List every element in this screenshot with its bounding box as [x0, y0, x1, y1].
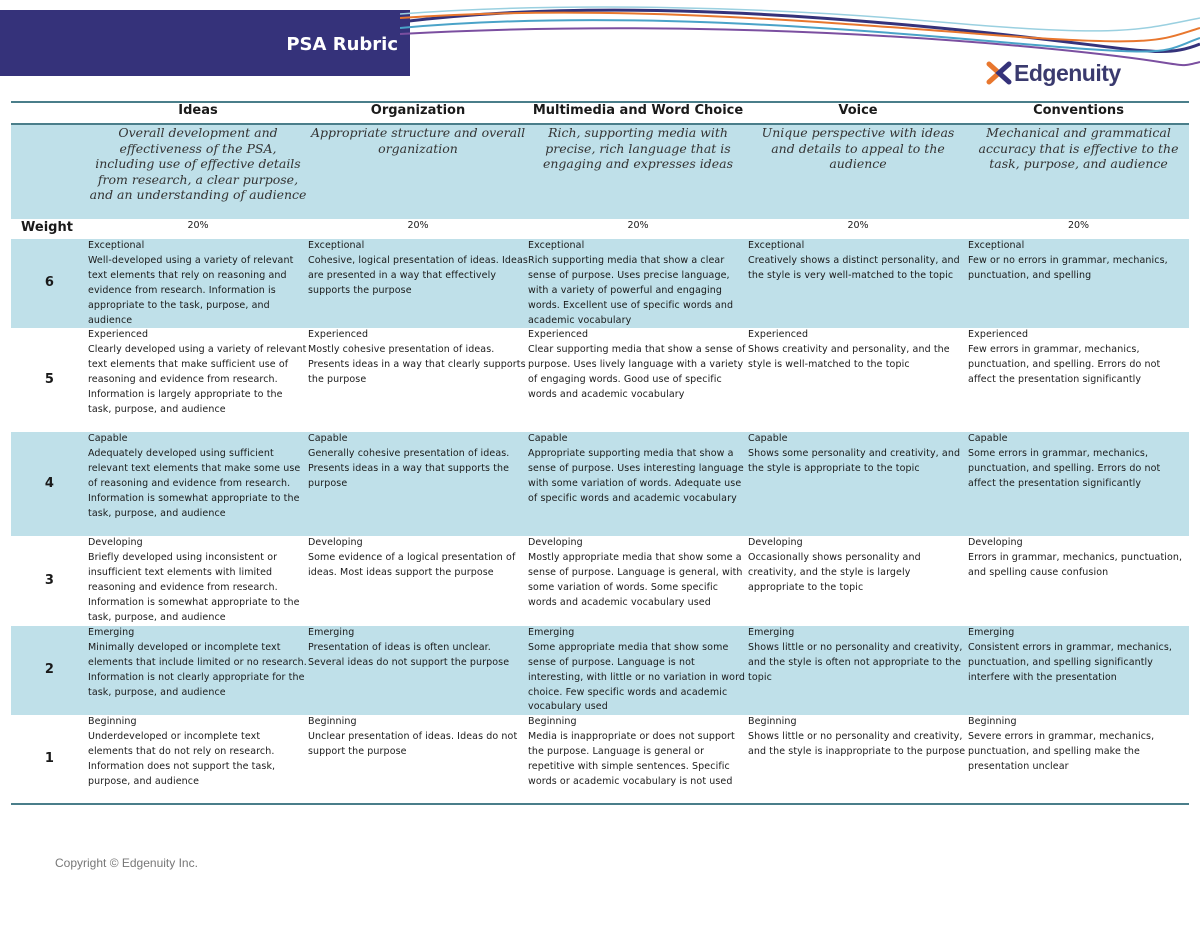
cell-level-title: Emerging — [308, 626, 355, 638]
weight-row — [11, 220, 1189, 240]
cell-level-title: Developing — [968, 537, 1023, 549]
cell-level-title: Capable — [748, 433, 788, 445]
copyright-footer: Copyright © Edgenuity Inc. — [55, 856, 198, 870]
weight-label: Weight — [11, 220, 88, 240]
rubric-cell — [308, 536, 528, 625]
cell-text: Some evidence of a logical presentation of ideas. Most ideas support the purpose — [308, 552, 516, 579]
level-score: 6 — [11, 239, 88, 328]
column-header: Conventions — [968, 102, 1189, 124]
weight-value: 20% — [308, 220, 528, 240]
cell-text: Adequately developed using sufficient relevant text elements that make some use of reasoning and evidence from research. Information is somewhat appropriate to the task, purpose, and audience — [88, 448, 301, 519]
weight-value: 20% — [528, 220, 748, 240]
level-row — [11, 432, 1189, 536]
column-header: Multimedia and Word Choice — [528, 102, 748, 124]
rubric-cell — [748, 328, 968, 432]
cell-level-title: Exceptional — [968, 240, 1025, 251]
cell-level-title: Capable — [88, 433, 128, 445]
cell-level-title: Exceptional — [528, 240, 585, 251]
cell-text: Briefly developed using inconsistent or insufficient text elements with limited reasoning and evidence from research. Information is somewhat appropriate to the task, purpose, and audience — [88, 552, 300, 623]
rubric-cell — [968, 239, 1189, 328]
rubric-cell — [88, 626, 308, 715]
cell-text: Clear supporting media that show a sense of purpose. Uses lively language with a variety of engaging words. Good use of specific words and academic vocabulary — [528, 344, 746, 401]
rubric-cell — [968, 536, 1189, 625]
corner-cell — [11, 102, 88, 124]
column-header-row — [11, 102, 1189, 124]
title-banner — [0, 10, 410, 76]
rubric-cell — [308, 626, 528, 715]
level-score: 1 — [11, 715, 88, 804]
edgenuity-logo — [986, 56, 1121, 90]
cell-text: Some appropriate media that show some sense of purpose. Language is not interesting, with little or no variation in word choice. Few specific words and academic vocabulary used — [528, 641, 746, 713]
cell-level-title: Emerging — [88, 626, 135, 638]
cell-level-title: Developing — [528, 537, 583, 549]
cell-text: Few errors in grammar, mechanics, punctuation, and spelling. Errors do not affect the presentation significantly — [968, 344, 1161, 386]
cell-text: Underdeveloped or incomplete text elements that do not rely on research. Information does not support the task, purpose, and audience — [88, 731, 276, 787]
level-score: 3 — [44, 572, 55, 588]
cell-text: Cohesive, logical presentation of ideas. Ideas are presented in a way that effectively supports the purpose — [308, 254, 528, 296]
rubric-cell — [528, 432, 748, 536]
rubric-cell — [748, 715, 968, 804]
rubric-cell — [748, 626, 968, 715]
cell-text: Creatively shows a distinct personality, and the style is very well-matched to the topic — [748, 254, 960, 281]
rubric-cell — [88, 328, 308, 432]
cell-text: Appropriate supporting media that show a sense of purpose. Uses interesting language with some variation of words. Adequate use of specific words and academic vocabulary — [528, 448, 744, 505]
cell-text: Media is inappropriate or does not support the purpose. Language is general or repetitive with simple sentences. Specific words or academic vocabulary is not used — [528, 731, 735, 787]
cell-text: Rich supporting media that show a clear sense of purpose. Uses precise language, with a variety of powerful and engaging words. Excellent use of specific words and academic vocabulary — [528, 254, 734, 326]
cell-level-title: Exceptional — [308, 240, 365, 251]
column-header: Ideas — [88, 102, 308, 124]
column-header: Voice — [748, 102, 968, 124]
rubric-cell — [528, 626, 748, 715]
cell-text: Shows some personality and creativity, and the style is appropriate to the topic — [748, 448, 961, 475]
cell-level-title: Experienced — [968, 329, 1029, 341]
cell-level-title: Emerging — [968, 626, 1015, 638]
rubric-cell — [528, 328, 748, 432]
cell-level-title: Beginning — [748, 716, 797, 728]
rubric-cell — [748, 536, 968, 625]
level-row — [11, 536, 1189, 625]
cell-text: Consistent errors in grammar, mechanics, punctuation, and spelling significantly interfere with the presentation — [968, 641, 1173, 683]
cell-text: Clearly developed using a variety of relevant text elements that make sufficient use of reasoning and evidence from research. Information is largely appropriate to the task, purpose, and audience — [88, 344, 307, 415]
cell-level-title: Experienced — [88, 329, 149, 341]
corner-cell — [11, 124, 88, 220]
cell-text: Generally cohesive presentation of ideas. Presents ideas in a way that supports the purpose — [308, 448, 510, 490]
cell-level-title: Emerging — [528, 626, 575, 638]
level-row — [11, 715, 1189, 804]
rubric-cell — [308, 328, 528, 432]
rubric-cell — [88, 536, 308, 625]
level-score: 2 — [11, 626, 88, 715]
cell-level-title: Exceptional — [748, 240, 805, 251]
cell-text: Well-developed using a variety of relevant text elements that rely on reasoning and evidence from research. Information is appropriate to the task, purpose, and audience — [88, 254, 294, 326]
cell-level-title: Beginning — [88, 716, 137, 728]
rubric-table — [11, 101, 1189, 805]
cell-text: Few or no errors in grammar, mechanics, punctuation, and spelling — [968, 254, 1168, 281]
cell-text: Mostly appropriate media that show some a sense of purpose. Language is general, with some variation of words. Some specific words and academic vocabulary used — [528, 552, 743, 609]
level-row — [11, 626, 1189, 715]
rubric-cell — [968, 328, 1189, 432]
cell-level-title: Developing — [88, 537, 143, 549]
cell-text: Minimally developed or incomplete text elements that include limited or no research. Information is not clearly appropriate for the task, purpose, and audience — [88, 641, 307, 698]
cell-level-title: Capable — [968, 433, 1008, 445]
cell-level-title: Beginning — [528, 716, 577, 728]
level-row — [11, 239, 1189, 328]
cell-text: Shows little or no personality and creativity, and the style is inappropriate to the purpose — [748, 731, 966, 758]
rubric-cell — [528, 536, 748, 625]
cell-text: Shows creativity and personality, and the style is well-matched to the topic — [748, 344, 950, 371]
rubric-cell — [968, 626, 1189, 715]
rubric-cell — [88, 715, 308, 804]
rubric-cell — [748, 432, 968, 536]
rubric-cell — [308, 715, 528, 804]
cell-level-title: Capable — [308, 433, 348, 445]
column-header: Organization — [308, 102, 528, 124]
cell-text: Unclear presentation of ideas. Ideas do not support the purpose — [308, 731, 518, 758]
cell-level-title: Capable — [528, 433, 568, 445]
rubric-cell — [528, 715, 748, 804]
column-description: Overall development and effectiveness of the PSA, including use of effective details from research, a clear purpose, and an understanding of audience — [88, 124, 308, 220]
cell-text: Presentation of ideas is often unclear. Several ideas do not support the purpose — [308, 641, 510, 668]
rubric-cell — [308, 432, 528, 536]
rubric-cell — [968, 715, 1189, 804]
rubric-cell — [88, 239, 308, 328]
cell-level-title: Exceptional — [88, 240, 145, 251]
rubric-cell — [308, 239, 528, 328]
cell-text: Errors in grammar, mechanics, punctuation, and spelling cause confusion — [968, 552, 1183, 579]
logo-text: Edgenuity — [1014, 59, 1121, 86]
weight-value: 20% — [88, 220, 308, 240]
weight-value: 20% — [748, 220, 968, 240]
cell-text: Severe errors in grammar, mechanics, punctuation, and spelling make the presentation unclear — [968, 731, 1155, 773]
cell-level-title: Experienced — [308, 329, 369, 341]
column-description: Appropriate structure and overall organization — [308, 124, 528, 220]
column-description: Rich, supporting media with precise, rich language that is engaging and expresses ideas — [528, 124, 748, 220]
logo-x-icon — [986, 60, 1012, 86]
cell-level-title: Beginning — [308, 716, 357, 728]
cell-level-title: Emerging — [748, 626, 795, 638]
column-description: Mechanical and grammatical accuracy that is effective to the task, purpose, and audience — [968, 124, 1189, 220]
cell-level-title: Beginning — [968, 716, 1017, 728]
description-row — [11, 124, 1189, 220]
level-score: 4 — [11, 432, 88, 536]
cell-level-title: Developing — [308, 537, 363, 549]
rubric-cell — [528, 239, 748, 328]
level-row — [11, 328, 1189, 432]
page-title: PSA Rubric — [286, 34, 398, 55]
rubric-cell — [88, 432, 308, 536]
cell-text: Occasionally shows personality and creativity, and the style is largely appropriate to the topic — [748, 552, 921, 594]
cell-text: Some errors in grammar, mechanics, punctuation, and spelling. Errors do not affect the presentation significantly — [968, 448, 1161, 490]
level-score: 5 — [44, 371, 55, 387]
cell-level-title: Experienced — [528, 329, 589, 341]
rubric-cell — [748, 239, 968, 328]
rubric-cell — [968, 432, 1189, 536]
cell-text: Shows little or no personality and creativity, and the style is often not appropriate to the topic — [748, 641, 963, 683]
column-description: Unique perspective with ideas and details to appeal to the audience — [748, 124, 968, 220]
weight-value: 20% — [968, 220, 1189, 240]
cell-level-title: Experienced — [748, 329, 809, 341]
cell-text: Mostly cohesive presentation of ideas. Presents ideas in a way that clearly supports the purpose — [308, 344, 526, 386]
cell-level-title: Developing — [748, 537, 803, 549]
